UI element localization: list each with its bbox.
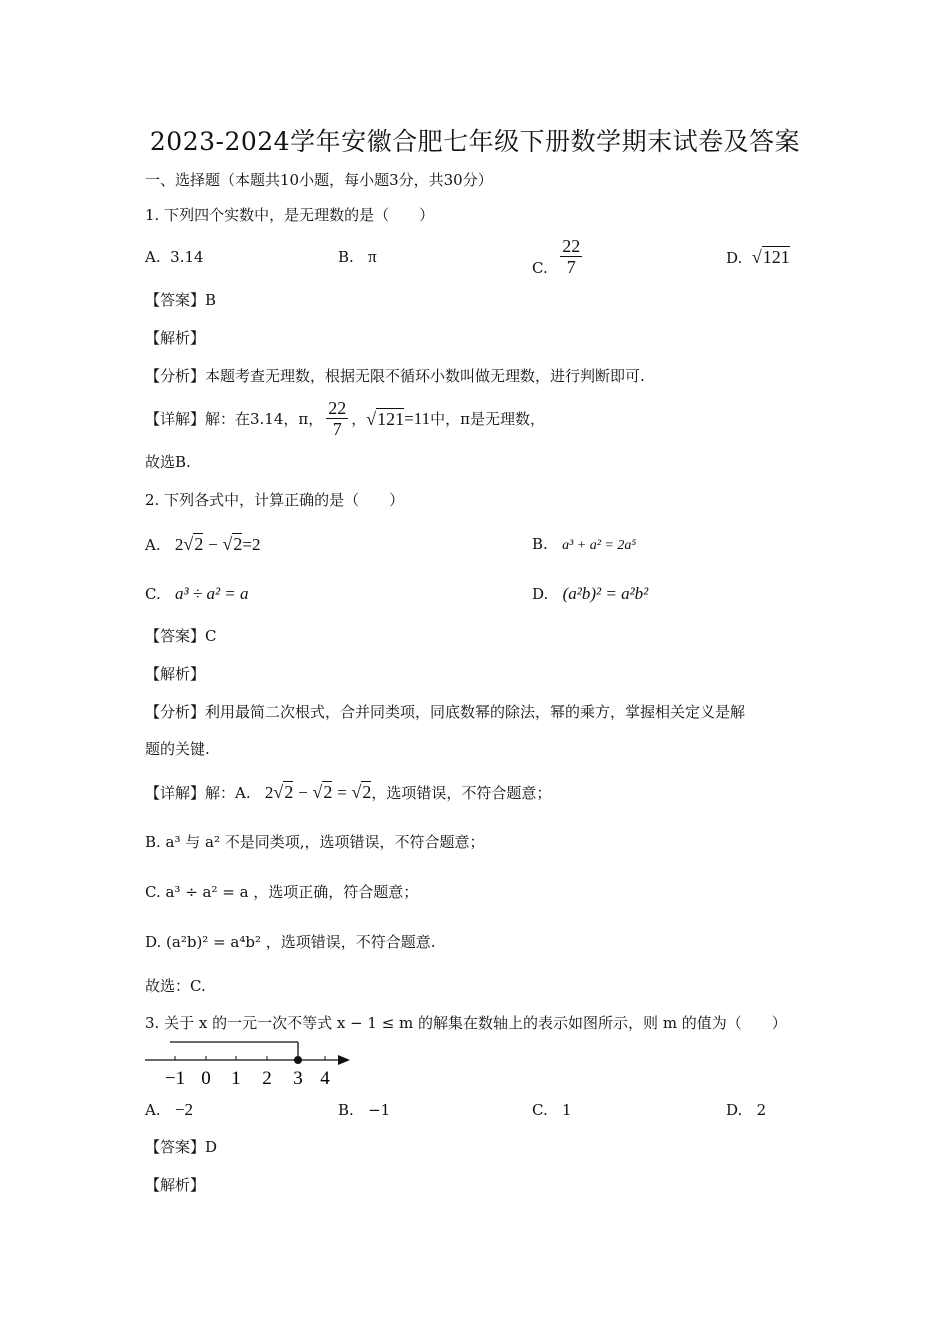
q3-option-d: D. 2 [726, 1101, 767, 1119]
q1-answer: 【答案】B [145, 291, 217, 309]
q1-jiexi: 【解析】 [145, 329, 206, 347]
fraction: $\frac{22}{7}$ [328, 398, 347, 439]
q1-stem: 1. 下列四个实数中，是无理数的是（ ） [145, 206, 435, 224]
sqrt-expression: √121 [366, 408, 405, 429]
q3-option-a: A. −2 [145, 1100, 194, 1119]
q1-analysis: 【分析】本题考查无理数，根据无限不循环小数叫做无理数，进行判断即可. [145, 367, 645, 385]
q2-option-a: A. 2√2 − √2=2 [145, 534, 261, 554]
tick-label: 3 [293, 1068, 303, 1089]
section-heading: 一、选择题（本题共10小题，每小题3分，共30分） [145, 171, 493, 189]
q2-detail-b: B. a³ 与 a² 不是同类项,，选项错误，不符合题意； [145, 833, 485, 851]
tick-label: 0 [201, 1068, 211, 1089]
q3-stem: 3. 关于 x 的一元一次不等式 x − 1 ≤ m 的解集在数轴上的表示如图所示，则 m 的值为（ ） [145, 1014, 787, 1032]
q2-option-c: C. a³ ÷ a² = a [145, 584, 249, 603]
q1-option-c: C. $\frac{22}{7}$ [532, 236, 581, 277]
q2-detail-c: C. a³ ÷ a² = a ，选项正确，符合题意； [145, 883, 419, 901]
q3-option-c: C. 1 [532, 1101, 572, 1119]
q2-analysis-line2: 题的关键. [145, 740, 210, 758]
q2-analysis-line1: 【分析】利用最简二次根式，合并同类项，同底数幂的除法，幂的乘方，掌握相关定义是解 [145, 703, 746, 721]
q2-conclusion: 故选：C. [145, 977, 206, 995]
q3-answer: 【答案】D [145, 1138, 218, 1156]
page-title: 2023-2024学年安徽合肥七年级下册数学期末试卷及答案 [149, 127, 801, 156]
tick-label: 2 [262, 1068, 272, 1089]
tick-label: −1 [164, 1068, 186, 1089]
q2-option-b: B. a³ + a² = 2a⁵ [532, 535, 637, 553]
solid-point [294, 1056, 302, 1064]
q2-detail-a: 【详解】解：A. 2√2 − √2 = √2，选项错误，不符合题意； [145, 782, 552, 802]
q2-jiexi: 【解析】 [145, 665, 206, 683]
q1-conclusion: 故选B. [145, 453, 191, 471]
arrow-icon [338, 1055, 350, 1065]
q2-answer: 【答案】C [145, 627, 217, 645]
fraction: $\frac{22}{7}$ [562, 236, 581, 277]
q1-detail: 【详解】解：在3.14，π， $\frac{22}{7}$ ， √121 =11 中，π是无理数， [145, 398, 545, 439]
number-line-figure [140, 1040, 360, 1090]
tick-label: 1 [231, 1068, 241, 1089]
q2-option-d: D. (a²b)² = a²b² [532, 584, 649, 603]
q2-stem: 2. 下列各式中，计算正确的是（ ） [145, 491, 405, 509]
tick-label: 4 [320, 1068, 330, 1089]
q2-detail-d: D. (a²b)² = a⁴b² ，选项错误，不符合题意. [145, 933, 436, 951]
q1-option-b: B. π [338, 247, 377, 266]
q1-option-a: A. 3.14 [145, 248, 204, 266]
q1-option-d: D. √121 [726, 247, 790, 267]
q3-option-b: B. −1 [338, 1101, 391, 1119]
sqrt-expression: √121 [751, 247, 790, 267]
q3-jiexi: 【解析】 [145, 1176, 206, 1194]
